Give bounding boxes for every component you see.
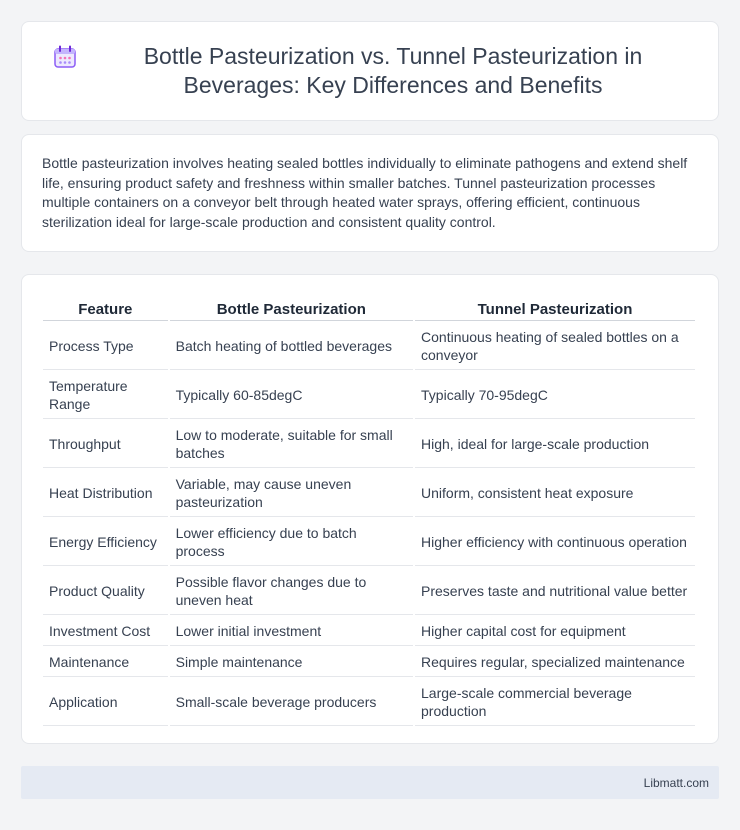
table-row	[43, 470, 695, 517]
tunnel-cell: Uniform, consistent heat exposure	[415, 470, 695, 517]
feature-cell: Product Quality	[43, 568, 168, 615]
feature-cell: Maintenance	[43, 648, 168, 677]
bottle-cell: Possible flavor changes due to uneven heat	[170, 568, 413, 615]
tunnel-cell: Preserves taste and nutritional value better	[415, 568, 695, 615]
comparison-table-card	[21, 274, 719, 744]
header-tunnel-pasteurization: Tunnel Pasteurization	[415, 297, 695, 321]
table-row	[43, 372, 695, 419]
tunnel-cell: Continuous heating of sealed bottles on a conveyor	[415, 323, 695, 370]
table-row	[43, 648, 695, 677]
comparison-table	[41, 295, 697, 728]
header-card	[21, 21, 719, 121]
footer-brand[interactable]: Libmatt.com	[643, 775, 709, 790]
bottle-cell: Small-scale beverage producers	[170, 679, 413, 726]
feature-cell: Process Type	[43, 323, 168, 370]
bottle-cell: Low to moderate, suitable for small batches	[170, 421, 413, 468]
tunnel-cell: Higher efficiency with continuous operation	[415, 519, 695, 566]
table-row	[43, 679, 695, 726]
tunnel-cell: Large-scale commercial beverage production	[415, 679, 695, 726]
feature-cell: Application	[43, 679, 168, 726]
tunnel-cell: Requires regular, specialized maintenance	[415, 648, 695, 677]
bottle-cell: Simple maintenance	[170, 648, 413, 677]
tunnel-cell: Higher capital cost for equipment	[415, 617, 695, 646]
title-wrap	[22, 42, 718, 100]
bottle-cell: Variable, may cause uneven pasteurization	[170, 470, 413, 517]
table-row	[43, 568, 695, 615]
feature-cell: Heat Distribution	[43, 470, 168, 517]
header-bottle-pasteurization: Bottle Pasteurization	[170, 297, 413, 321]
feature-cell: Investment Cost	[43, 617, 168, 646]
bottle-cell: Lower efficiency due to batch process	[170, 519, 413, 566]
header-feature: Feature	[43, 297, 168, 321]
table-row	[43, 617, 695, 646]
feature-cell: Throughput	[43, 421, 168, 468]
table-row	[43, 323, 695, 370]
tunnel-cell: Typically 70-95degC	[415, 372, 695, 419]
intro-paragraph: Bottle pasteurization involves heating sealed bottles individually to eliminate pathogens and extend shelf life, ensuring product safety and freshness within smaller batches. Tunnel pasteurization processes multiple containers on a conveyor belt through heated water sprays, offering efficient, continuous sterilization ideal for large-scale production and consistent quality control.	[42, 155, 688, 230]
table-row	[43, 519, 695, 566]
feature-cell: Energy Efficiency	[43, 519, 168, 566]
table-row	[43, 421, 695, 468]
bottle-cell: Batch heating of bottled beverages	[170, 323, 413, 370]
tunnel-cell: High, ideal for large-scale production	[415, 421, 695, 468]
footer-bar	[21, 766, 719, 799]
bottle-cell: Typically 60-85degC	[170, 372, 413, 419]
page-title: Bottle Pasteurization vs. Tunnel Pasteurization in Beverages: Key Differences and Benefits	[143, 43, 643, 98]
bottle-cell: Lower initial investment	[170, 617, 413, 646]
feature-cell: Temperature Range	[43, 372, 168, 419]
intro-card	[21, 134, 719, 252]
calendar-icon	[52, 44, 78, 70]
table-header-row	[43, 297, 695, 321]
